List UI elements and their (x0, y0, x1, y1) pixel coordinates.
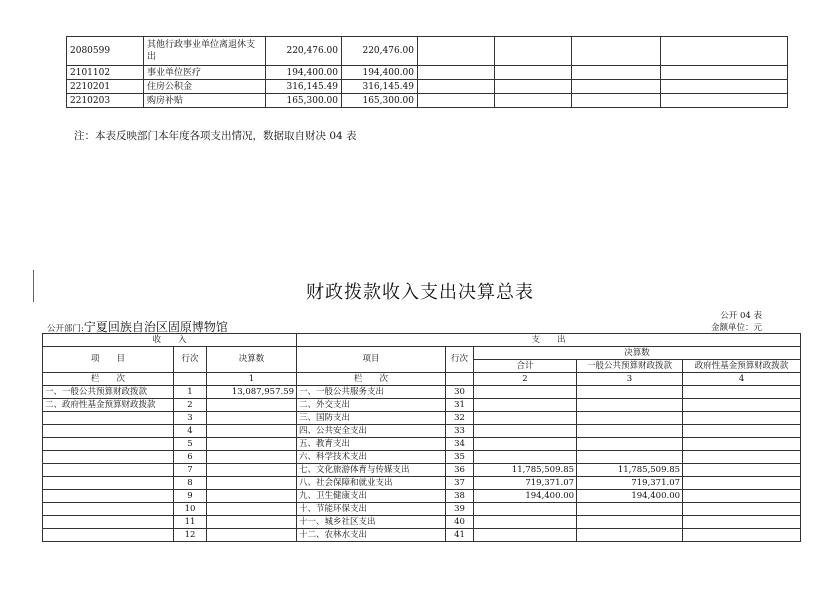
gov-fund-cell (683, 425, 801, 438)
expense-row-no-cell: 36 (446, 464, 474, 477)
subject-code-cell: 2210201 (67, 80, 144, 94)
blank-cell (661, 80, 788, 94)
column-index-blank (174, 373, 207, 386)
income-amount-cell (207, 438, 297, 451)
gov-fund-cell (683, 451, 801, 464)
total-amount-cell (474, 529, 577, 542)
income-header: 收 入 (43, 334, 297, 347)
income-item-cell (43, 464, 174, 477)
table-row (43, 490, 801, 503)
expense-item-cell: 十、节能环保支出 (297, 503, 446, 516)
total-amount-cell (474, 516, 577, 529)
subject-name-cell: 购房补贴 (144, 94, 266, 108)
income-amount-cell (207, 451, 297, 464)
column-index-row (43, 373, 801, 386)
income-row-no-cell: 6 (174, 451, 207, 464)
gov-fund-cell (683, 412, 801, 425)
income-amount-cell (207, 503, 297, 516)
amount-total-cell: 194,400.00 (266, 66, 342, 80)
expense-row-no-cell: 41 (446, 529, 474, 542)
blank-cell (572, 66, 661, 80)
table-row (43, 503, 801, 516)
amount-basic-cell: 220,476.00 (342, 37, 418, 66)
detail-row (67, 66, 788, 80)
blank-cell (418, 94, 495, 108)
income-amount-cell (207, 490, 297, 503)
header-row-1 (43, 334, 801, 347)
gov-fund-cell (683, 516, 801, 529)
total-amount-cell (474, 425, 577, 438)
column-index-blank-2 (446, 373, 474, 386)
blank-cell (661, 94, 788, 108)
column-index-2: 2 (474, 373, 577, 386)
expense-item-cell: 七、文化旅游体育与传媒支出 (297, 464, 446, 477)
income-amount-cell: 13,087,957.59 (207, 386, 297, 399)
blank-cell (418, 37, 495, 66)
income-row-no-cell: 7 (174, 464, 207, 477)
income-row-no-cell: 1 (174, 386, 207, 399)
expense-item-cell: 九、卫生健康支出 (297, 490, 446, 503)
gov-fund-cell (683, 386, 801, 399)
expense-header: 支 出 (297, 334, 801, 347)
expense-item-cell: 八、社会保障和就业支出 (297, 477, 446, 490)
form-id: 公开 04 表 (720, 311, 762, 321)
department-name: 宁夏回族自治区固原博物馆 (83, 320, 228, 334)
table-row (43, 438, 801, 451)
table-row (43, 451, 801, 464)
table-note: 注：本表反映部门本年度各项支出情况，数据取自财决 04 表 (74, 130, 357, 142)
subject-name-cell: 其他行政事业单位离退休支出 (144, 37, 266, 66)
table-row (43, 399, 801, 412)
expense-row-no-cell: 35 (446, 451, 474, 464)
amount-basic-cell: 316,145.49 (342, 80, 418, 94)
income-item-cell (43, 529, 174, 542)
general-budget-cell (577, 386, 683, 399)
general-budget-cell (577, 438, 683, 451)
income-item-cell (43, 425, 174, 438)
income-row-no-cell: 10 (174, 503, 207, 516)
general-budget-cell (577, 516, 683, 529)
income-amount-cell (207, 516, 297, 529)
total-amount-cell (474, 412, 577, 425)
amount-total-cell: 165,300.00 (266, 94, 342, 108)
general-budget-cell (577, 412, 683, 425)
gov-fund-cell (683, 490, 801, 503)
general-budget-cell (577, 529, 683, 542)
amount-total-cell: 220,476.00 (266, 37, 342, 66)
blank-cell (495, 94, 572, 108)
gov-fund-cell (683, 464, 801, 477)
income-item-cell (43, 516, 174, 529)
general-budget-cell (577, 503, 683, 516)
expense-item-cell: 三、国防支出 (297, 412, 446, 425)
income-amount-cell (207, 529, 297, 542)
table-row (43, 464, 801, 477)
income-row-no-cell: 3 (174, 412, 207, 425)
expense-item-cell: 一、一般公共服务支出 (297, 386, 446, 399)
income-item-header: 项 目 (43, 347, 174, 373)
expense-row-no-cell: 38 (446, 490, 474, 503)
total-amount-cell: 194,400.00 (474, 490, 577, 503)
income-amount-header: 决算数 (207, 347, 297, 373)
subject-code-cell: 2210203 (67, 94, 144, 108)
income-item-cell: 二、政府性基金预算财政拨款 (43, 399, 174, 412)
expense-row-no-cell: 39 (446, 503, 474, 516)
income-row-no-cell: 11 (174, 516, 207, 529)
expense-detail-table-continued (66, 36, 788, 108)
blank-cell (495, 37, 572, 66)
table-row (43, 477, 801, 490)
income-item-cell: 一、一般公共预算财政拨款 (43, 386, 174, 399)
blank-cell (661, 66, 788, 80)
table-row (43, 529, 801, 542)
expense-amount-header: 决算数 (474, 347, 801, 360)
income-amount-cell (207, 477, 297, 490)
expense-item-header: 项目 (297, 347, 446, 373)
expense-item-cell: 四、公共安全支出 (297, 425, 446, 438)
gov-fund-cell (683, 529, 801, 542)
detail-row (67, 80, 788, 94)
blank-cell (495, 66, 572, 80)
expense-row-no-cell: 34 (446, 438, 474, 451)
column-index-3: 3 (577, 373, 683, 386)
general-budget-cell: 11,785,509.85 (577, 464, 683, 477)
income-row-no-cell: 5 (174, 438, 207, 451)
blank-cell (418, 66, 495, 80)
expense-row-no-cell: 37 (446, 477, 474, 490)
subject-code-cell: 2101102 (67, 66, 144, 80)
expense-item-cell: 五、教育支出 (297, 438, 446, 451)
expense-item-cell: 二、外交支出 (297, 399, 446, 412)
income-item-cell (43, 503, 174, 516)
table-row (43, 412, 801, 425)
income-item-cell (43, 490, 174, 503)
expense-row-no-cell: 32 (446, 412, 474, 425)
expense-item-cell: 六、科学技术支出 (297, 451, 446, 464)
general-budget-cell (577, 425, 683, 438)
blank-cell (661, 37, 788, 66)
income-row-no-cell: 4 (174, 425, 207, 438)
table-row (43, 386, 801, 399)
amount-total-cell: 316,145.49 (266, 80, 342, 94)
amount-basic-cell: 194,400.00 (342, 66, 418, 80)
expense-item-cell: 十一、城乡社区支出 (297, 516, 446, 529)
column-index-1: 1 (207, 373, 297, 386)
income-amount-cell (207, 464, 297, 477)
income-amount-cell (207, 425, 297, 438)
gov-fund-cell (683, 438, 801, 451)
expense-row-no-cell: 30 (446, 386, 474, 399)
total-amount-cell (474, 438, 577, 451)
income-item-cell (43, 438, 174, 451)
total-amount-cell (474, 386, 577, 399)
detail-row (67, 94, 788, 108)
column-label: 栏 次 (43, 373, 174, 386)
subject-name-cell: 事业单位医疗 (144, 66, 266, 80)
unit-label: 金额单位：元 (710, 323, 762, 333)
blank-cell (418, 80, 495, 94)
amount-basic-cell: 165,300.00 (342, 94, 418, 108)
column-label-2: 栏 次 (297, 373, 446, 386)
page-title: 财政拨款收入支出决算总表 (306, 282, 534, 303)
gov-fund-cell (683, 503, 801, 516)
gov-fund-cell (683, 477, 801, 490)
table-row (43, 516, 801, 529)
income-row-no-cell: 8 (174, 477, 207, 490)
total-header: 合计 (474, 360, 577, 373)
expense-row-no-header: 行次 (446, 347, 474, 373)
income-item-cell (43, 412, 174, 425)
income-amount-cell (207, 399, 297, 412)
department-label: 公开部门: (47, 324, 84, 334)
general-budget-cell: 194,400.00 (577, 490, 683, 503)
blank-cell (495, 80, 572, 94)
total-amount-cell (474, 451, 577, 464)
total-amount-cell (474, 503, 577, 516)
income-row-no-header: 行次 (174, 347, 207, 373)
table-row (43, 425, 801, 438)
subject-code-cell: 2080599 (67, 37, 144, 66)
income-row-no-cell: 2 (174, 399, 207, 412)
total-amount-cell: 11,785,509.85 (474, 464, 577, 477)
expense-row-no-cell: 33 (446, 425, 474, 438)
general-budget-cell (577, 451, 683, 464)
income-item-cell (43, 477, 174, 490)
header-row-2 (43, 347, 801, 360)
fiscal-appropriation-summary-table (42, 333, 801, 542)
subject-name-cell: 住房公积金 (144, 80, 266, 94)
column-index-4: 4 (683, 373, 801, 386)
income-row-no-cell: 12 (174, 529, 207, 542)
income-item-cell (43, 451, 174, 464)
detail-row (67, 37, 788, 66)
general-budget-cell (577, 399, 683, 412)
gov-fund-header: 政府性基金预算财政拨款 (683, 360, 801, 373)
expense-item-cell: 十二、农林水支出 (297, 529, 446, 542)
income-row-no-cell: 9 (174, 490, 207, 503)
expense-row-no-cell: 40 (446, 516, 474, 529)
blank-cell (572, 94, 661, 108)
total-amount-cell (474, 399, 577, 412)
blank-cell (572, 80, 661, 94)
general-budget-cell: 719,371.07 (577, 477, 683, 490)
gov-fund-cell (683, 399, 801, 412)
blank-cell (572, 37, 661, 66)
total-amount-cell: 719,371.07 (474, 477, 577, 490)
expense-row-no-cell: 31 (446, 399, 474, 412)
income-amount-cell (207, 412, 297, 425)
general-budget-header: 一般公共预算财政拨款 (577, 360, 683, 373)
